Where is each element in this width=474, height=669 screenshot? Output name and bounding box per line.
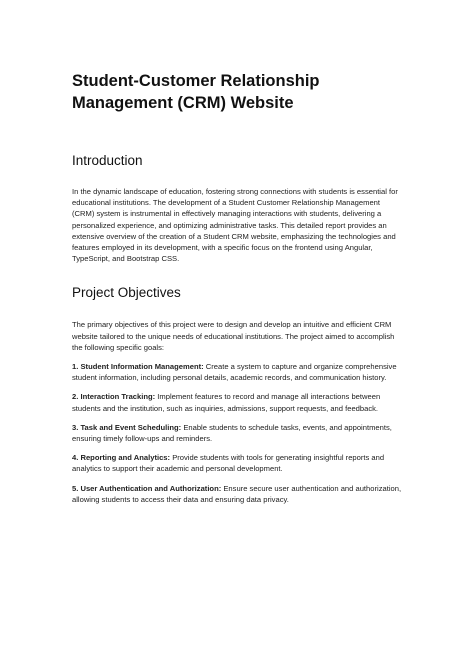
goal-item xyxy=(72,452,402,474)
goal-number: 2. xyxy=(72,392,79,402)
introduction-heading: Introduction xyxy=(72,153,143,168)
goal-number: 4. xyxy=(72,453,79,463)
document-title: Student-Customer Relationship Management (CRM) Website xyxy=(72,72,320,112)
goal-text: Create a system to capture and organize comprehensive student information, including personal details, academic records, and communication history. xyxy=(72,362,397,383)
goal-title: Reporting and Analytics: xyxy=(80,453,171,463)
goal-item xyxy=(72,361,402,383)
goal-number: 1. xyxy=(72,362,79,372)
goal-text: Provide students with tools for generating insightful reports and analytics to support their academic and personal development. xyxy=(72,453,385,474)
goal-item xyxy=(72,483,402,505)
goal-item xyxy=(72,422,402,444)
goal-title: Student Information Management: xyxy=(80,362,204,372)
goal-text: Implement features to record and manage all interactions between students and the institution, such as inquiries, admissions, support requests, and feedback. xyxy=(72,392,381,413)
goal-number: 5. xyxy=(72,483,79,493)
goal-number: 3. xyxy=(72,422,79,432)
goal-text: Ensure secure user authentication and authorization, allowing students to access their data and ensuring data privacy. xyxy=(72,483,402,504)
goal-item xyxy=(72,391,402,413)
introduction-paragraph: In the dynamic landscape of education, fostering strong connections with students is essential for educational institutions. The development of a Student Customer Relationship Management (CRM) system is instrumental in effectively managing interactions with students, delivering a personalized experience, and optimizing administrative tasks. This detailed report provides an extensive overview of the creation of a Student CRM website, emphasizing the technologies and features employed in its development, with a specific focus on the frontend using Angular, TypeScript, and Bootstrap CSS. xyxy=(72,187,398,264)
goal-title: Interaction Tracking: xyxy=(80,392,156,402)
objectives-heading: Project Objectives xyxy=(72,285,181,301)
goal-text: Enable students to schedule tasks, events, and appointments, ensuring timely follow-ups and reminders. xyxy=(72,422,392,444)
goal-title: User Authentication and Authorization: xyxy=(80,483,222,493)
objectives-intro-paragraph: The primary objectives of this project were to design and develop an intuitive and efficient CRM website tailored to the unique needs of educational institutions. The project aimed to accomplish the following specific goals: xyxy=(72,320,395,352)
goal-title: Task and Event Scheduling: xyxy=(80,422,182,432)
document-body xyxy=(72,70,402,505)
